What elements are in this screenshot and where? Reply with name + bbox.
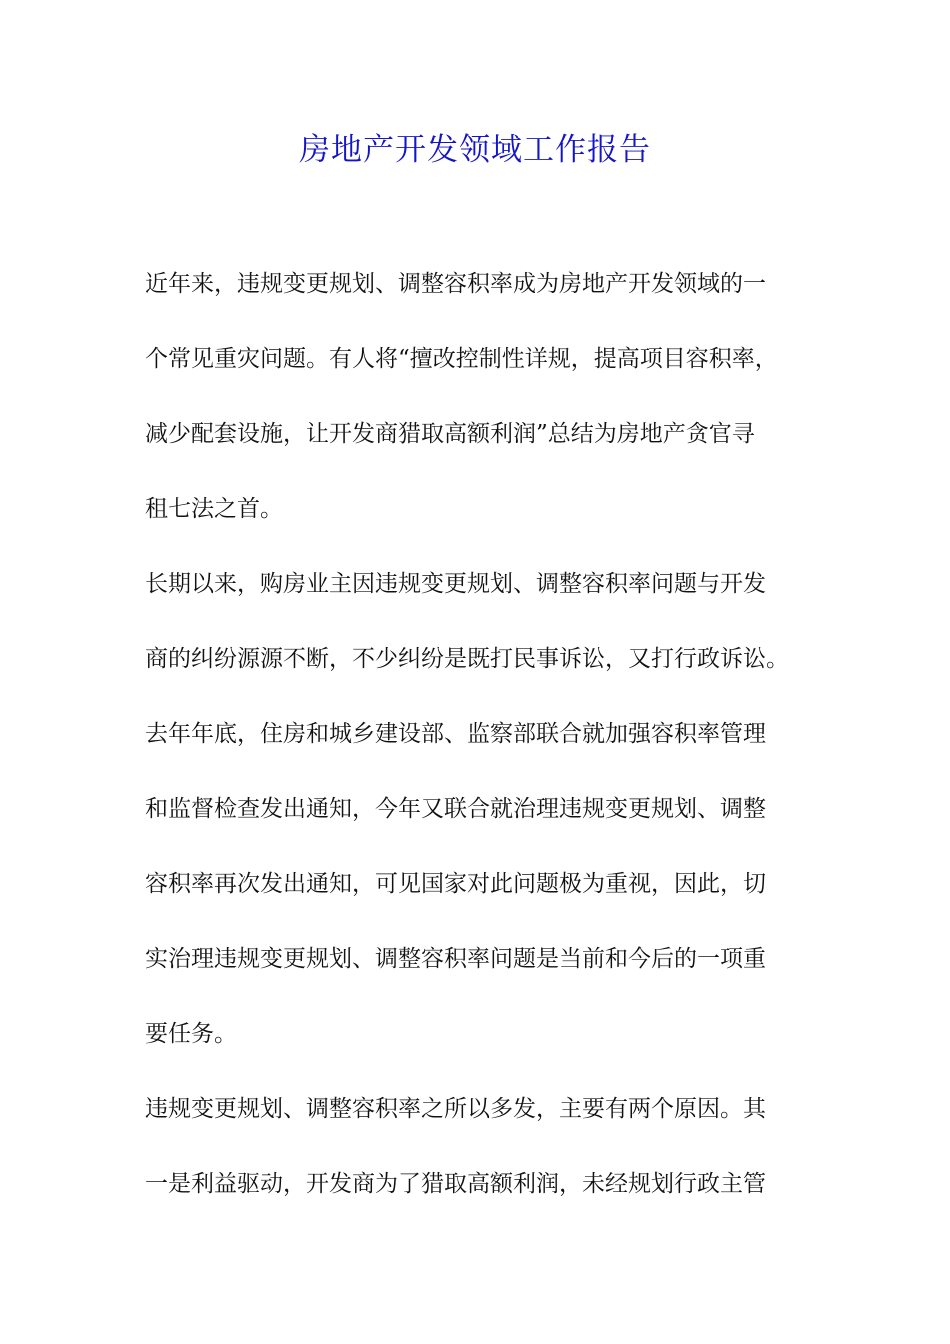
text-line-content: 违规变更规划、调整容积率之所以多发，主要有两个原因。其 — [145, 1096, 766, 1122]
text-line — [145, 1014, 825, 1054]
text-line-content: 长期以来，购房业主因违规变更规划、调整容积率问题与开发 — [145, 571, 766, 597]
text-line-content: 实治理违规变更规划、调整容积率问题是当前和今后的一项重 — [145, 946, 766, 972]
text-line — [145, 864, 825, 904]
text-line-content: 减少配套设施，让开发商猎取高额利润”总结为房地产贪官寻 — [145, 421, 755, 447]
text-line-content: 去年年底，住房和城乡建设部、监察部联合就加强容积率管理 — [145, 721, 766, 747]
text-line-content: 容积率再次发出通知，可见国家对此问题极为重视，因此，切 — [145, 871, 766, 897]
text-line — [145, 264, 825, 304]
text-line-content: 和监督检查发出通知，今年又联合就治理违规变更规划、调整 — [145, 796, 766, 822]
text-line-content: 要任务。 — [145, 1021, 237, 1047]
text-line — [145, 939, 825, 979]
text-line-content: 商的纠纷源源不断，不少纠纷是既打民事诉讼，又打行政诉讼。 — [145, 646, 789, 672]
text-line — [145, 339, 825, 379]
text-line — [145, 639, 825, 679]
text-line — [145, 714, 825, 754]
text-line-content: 一是利益驱动，开发商为了猎取高额利润，未经规划行政主管 — [145, 1171, 766, 1197]
text-line-content: 个常见重灾问题。有人将“擅改控制性详规，提高项目容积率， — [145, 346, 778, 372]
text-line — [145, 789, 825, 829]
text-line — [145, 564, 825, 604]
text-line — [145, 414, 825, 454]
text-line-content: 租七法之首。 — [145, 496, 283, 522]
document-title: 房地产开发领域工作报告 — [299, 132, 651, 168]
text-line — [145, 1089, 825, 1129]
text-line — [145, 489, 825, 529]
text-line — [145, 1164, 825, 1204]
text-line-content: 近年来，违规变更规划、调整容积率成为房地产开发领域的一 — [145, 271, 766, 297]
